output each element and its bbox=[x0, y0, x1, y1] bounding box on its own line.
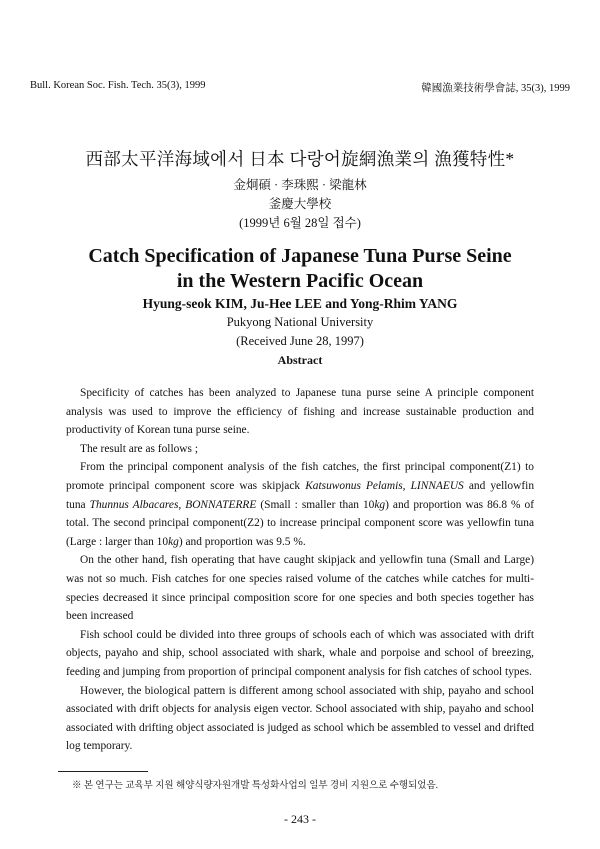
abstract-paragraph-1: Specificity of catches has been analyzed to Japanese tuna purse seine A principle component analysis was used to improve the efficiency of fishing and increase sustainable production and productivity of Korean tuna purse seine. bbox=[66, 387, 534, 437]
unit-label: kg bbox=[374, 498, 386, 511]
running-head-right: 韓國漁業技術學會誌, 35(3), 1999 bbox=[421, 83, 570, 94]
species-name: Thunnus Albacares, BONNATERRE bbox=[89, 498, 257, 511]
abstract-paragraph-2: The result are as follows ; bbox=[80, 442, 198, 455]
english-title bbox=[0, 244, 600, 294]
korean-title: 西部太平洋海域에서 日本 다랑어旋網漁業의 漁獲特性* bbox=[85, 149, 515, 169]
abstract-paragraph-6: However, the biological pattern is different among school associated with ship, payaho and school associated with drift objects for analysis eigen vector. School associated with ship, payaho and school associated with drifting object associated is judged as school which be assembled to vessel and drifted log temporary. bbox=[66, 684, 534, 753]
abstract-text: From the principal component analysis of the fish catches, the first principal component(Z1) to promote principal component score was skipjack bbox=[66, 461, 534, 492]
english-title-line-2: in the Western Pacific Ocean bbox=[176, 270, 424, 292]
english-affiliation: Pukyong National University bbox=[226, 315, 374, 329]
korean-affiliation: 釜慶大學校 bbox=[268, 197, 332, 211]
footnote: ※ 본 연구는 교육부 지원 해양식량자원개발 특성화사업의 일부 경비 지원으로 수행되었음. bbox=[72, 781, 438, 791]
abstract-text: (Small : smaller than 10 bbox=[256, 498, 375, 511]
running-head-left: Bull. Korean Soc. Fish. Tech. 35(3), 1999 bbox=[30, 80, 206, 91]
abstract-paragraph-5: Fish school could be divided into three groups of schools each of which was associated with drift objects, payaho and ship, school associated with shark, whale and porpoise and school of breezing, feeding and jumping from proportion of principal component analysis for fish catches of school types. bbox=[66, 628, 534, 678]
abstract-body bbox=[66, 384, 534, 756]
korean-authors: 金炯碩 · 李珠熙 · 梁龍林 bbox=[233, 178, 367, 192]
page-number: - 243 - bbox=[284, 812, 316, 826]
abstract-paragraph-3 bbox=[66, 458, 534, 551]
korean-author-block bbox=[0, 176, 600, 233]
abstract-text: and yellowfin tuna bbox=[66, 479, 535, 511]
abstract-paragraph-4: On the other hand, fish operating that have caught skipjack and yellowfin tuna (Small and Large) was not so much. Fish catches for one species raised volume of the catches while catches for multi-species decreased it since principal composition score for one species and both species together has been increased bbox=[66, 554, 534, 623]
abstract-heading: Abstract bbox=[277, 353, 323, 367]
species-name: Katsuwonus Pelamis, LINNAEUS bbox=[305, 479, 464, 492]
abstract-text: ) and proportion was 9.5 %. bbox=[178, 535, 306, 548]
footnote-divider bbox=[58, 771, 148, 772]
english-received-date: (Received June 28, 1997) bbox=[236, 334, 364, 348]
english-author-block bbox=[0, 294, 600, 351]
running-head bbox=[30, 80, 570, 95]
english-authors: Hyung-seok KIM, Ju-Hee LEE and Yong-Rhim YANG bbox=[142, 296, 458, 311]
english-title-line-1: Catch Specification of Japanese Tuna Purse Seine bbox=[88, 245, 512, 267]
abstract-text: ) and proportion was 86.8 % of total. The second principal component(Z2) to increase principal component score was yellowfin tuna (Large : larger than 10 bbox=[66, 498, 534, 548]
unit-label: kg bbox=[168, 535, 179, 548]
korean-received-date: (1999년 6월 28일 접수) bbox=[239, 216, 361, 230]
